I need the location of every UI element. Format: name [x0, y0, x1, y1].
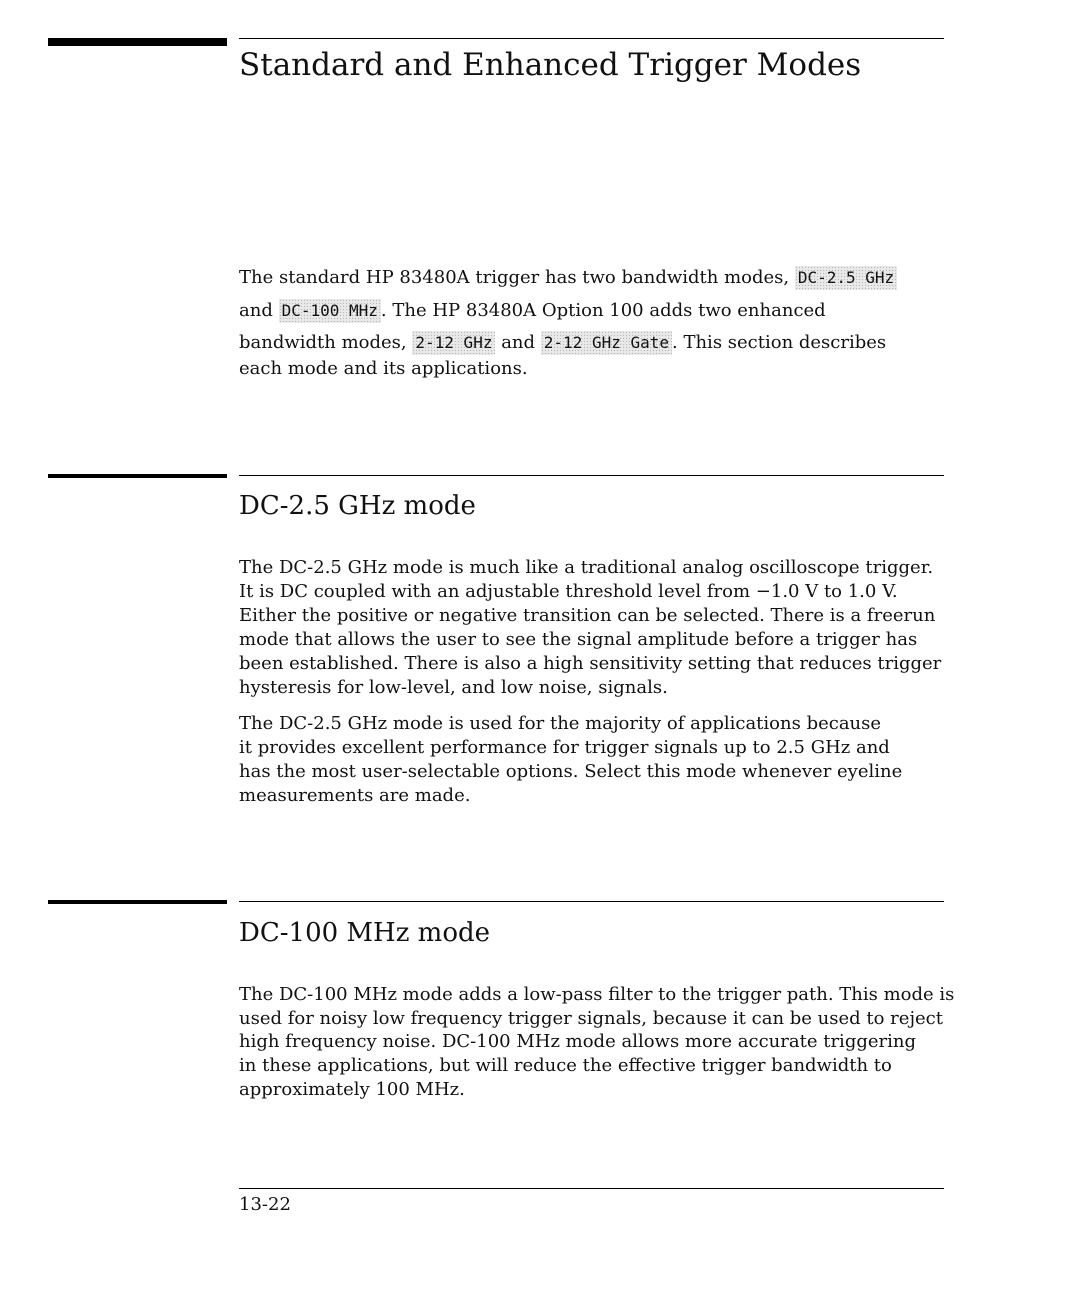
intro-text: The standard HP 83480A trigger has two bandwidth modes,: [239, 267, 790, 288]
page-number: 13-22: [239, 1194, 291, 1215]
intro-text: bandwidth modes,: [239, 332, 407, 353]
section-bar-accent: [48, 474, 227, 478]
intro-line-3: [239, 331, 886, 355]
softkey-dc-100-mhz: DC-100 MHz: [279, 299, 381, 323]
section-rule: [239, 901, 944, 902]
paragraph-line: been established. There is also a high sensitivity setting that reduces trigger: [239, 653, 942, 674]
section-heading-dc-100-mhz: DC-100 MHz mode: [239, 918, 491, 948]
paragraph-line: in these applications, but will reduce the effective trigger bandwidth to: [239, 1055, 892, 1076]
softkey-dc-2-5-ghz: DC-2.5 GHz: [795, 266, 897, 290]
paragraph-line: mode that allows the user to see the signal amplitude before a trigger has: [239, 629, 918, 650]
softkey-2-12-ghz: 2-12 GHz: [412, 331, 495, 355]
intro-text: . This section describes: [672, 332, 887, 353]
intro-text: and: [501, 332, 536, 353]
paragraph-line: It is DC coupled with an adjustable threshold level from −1.0 V to 1.0 V.: [239, 581, 898, 602]
page-title: Standard and Enhanced Trigger Modes: [239, 47, 862, 83]
intro-text: . The HP 83480A Option 100 adds two enhanced: [380, 300, 826, 321]
title-bar-accent: [48, 38, 227, 46]
intro-text: and: [239, 300, 273, 321]
paragraph-line: has the most user-selectable options. Select this mode whenever eyeline: [239, 761, 903, 782]
intro-line-1: [239, 266, 897, 290]
paragraph-line: high frequency noise. DC-100 MHz mode allows more accurate triggering: [239, 1031, 916, 1052]
intro-line-4: each mode and its applications.: [239, 358, 528, 379]
paragraph-line: The DC-100 MHz mode adds a low-pass filter to the trigger path. This mode is: [239, 984, 955, 1005]
paragraph-line: used for noisy low frequency trigger signals, because it can be used to reject: [239, 1008, 943, 1029]
footer-rule: [239, 1188, 944, 1189]
paragraph-line: Either the positive or negative transition can be selected. There is a freerun: [239, 605, 936, 626]
paragraph-line: approximately 100 MHz.: [239, 1079, 465, 1100]
paragraph-line: measurements are made.: [239, 785, 471, 806]
section-heading-dc-2-5-ghz: DC-2.5 GHz mode: [239, 491, 476, 521]
section-rule: [239, 475, 944, 476]
paragraph-line: hysteresis for low-level, and low noise, signals.: [239, 677, 668, 698]
paragraph-line: The DC-2.5 GHz mode is used for the majority of applications because: [239, 713, 882, 734]
intro-line-2: [239, 299, 826, 323]
paragraph-line: it provides excellent performance for trigger signals up to 2.5 GHz and: [239, 737, 890, 758]
paragraph-line: The DC-2.5 GHz mode is much like a traditional analog oscilloscope trigger.: [239, 557, 934, 578]
softkey-2-12-ghz-gate: 2-12 GHz Gate: [541, 331, 672, 355]
title-rule: [239, 38, 944, 39]
section-bar-accent: [48, 900, 227, 904]
